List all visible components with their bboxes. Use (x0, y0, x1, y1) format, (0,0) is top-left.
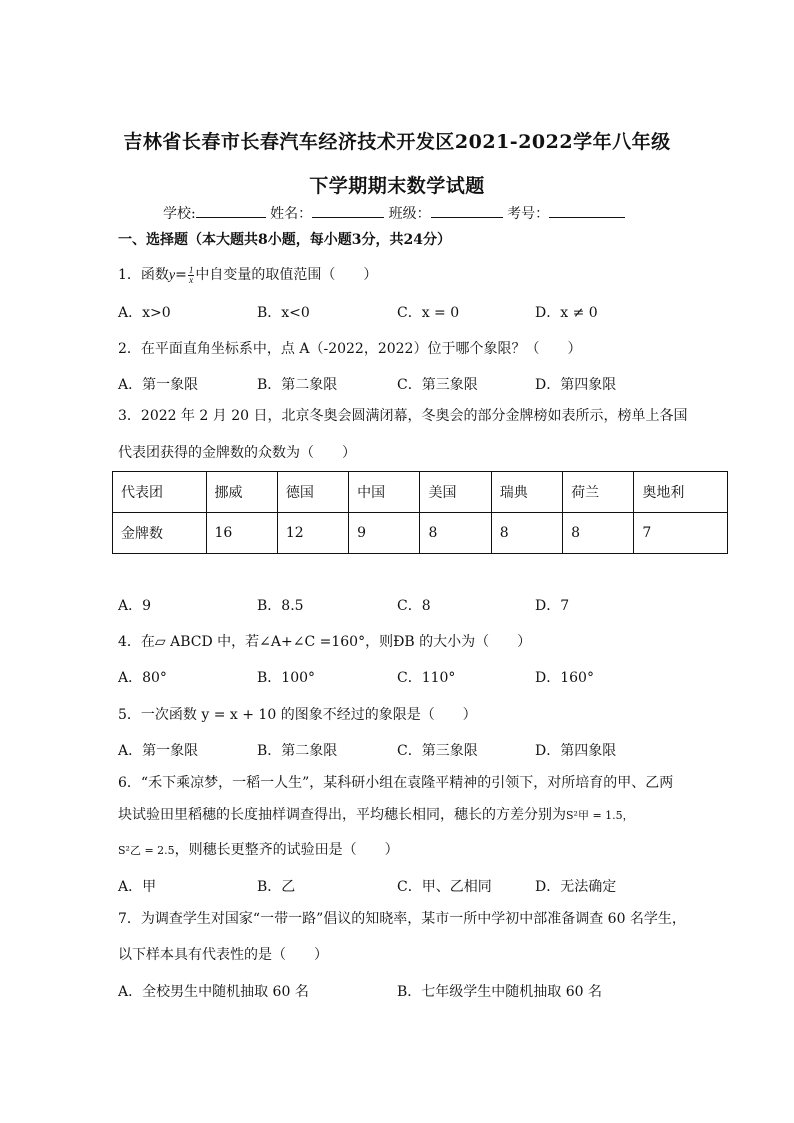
q2-option-d: D．第四象限 (535, 377, 617, 393)
table-cell: 12 (277, 513, 348, 554)
q6-variance-yi: S²乙 = 2.5 (118, 844, 175, 857)
question-5: 5．一次函数 y = x + 10 的图象不经过的象限是（ ） (118, 707, 477, 723)
question-6-line1: 6．“禾下乘凉梦，一稻一人生”，某科研小组在袁隆平精神的引领下，对所培育的甲、乙两 (118, 775, 674, 791)
q6-line2-text: 块试验田里稻穗的长度抽样调查得出，平均穗长相同，穗长的方差分别为 (118, 807, 566, 823)
q5-option-c: C．第三象限 (397, 743, 478, 759)
q6-option-d: D．无法确定 (535, 879, 617, 895)
table-cell: 美国 (420, 472, 491, 513)
q3-option-b: B．8.5 (257, 598, 304, 614)
school-blank (196, 203, 266, 218)
q1-fraction (188, 266, 195, 285)
q4-option-b: B．100° (257, 670, 316, 686)
question-4: 4．在▱ ABCD 中，若∠A+∠C =160°，则ÐB 的大小为（ ） (118, 634, 532, 650)
table-cell: 瑞典 (491, 472, 562, 513)
table-cell: 7 (634, 513, 728, 554)
table-cell: 8 (491, 513, 562, 554)
q5-option-a: A．第一象限 (118, 743, 199, 759)
question-3-line1: 3．2022 年 2 月 20 日，北京冬奥会圆满闭幕，冬奥会的部分金牌榜如表所示，榜单上各国 (118, 408, 688, 424)
q4-option-a: A．80° (118, 670, 167, 686)
table-cell: 9 (349, 513, 420, 554)
class-label: 班级： (388, 206, 431, 222)
question-7-line2: 以下样本具有代表性的是（ ） (118, 947, 328, 963)
question-6-line3 (118, 839, 399, 859)
q1-option-d: D．x ≠ 0 (535, 305, 598, 321)
q6-option-b: B．乙 (257, 879, 296, 895)
q5-option-b: B．第二象限 (257, 743, 338, 759)
table-row (113, 472, 728, 513)
name-label: 姓名： (270, 206, 313, 222)
table-cell: 挪威 (206, 472, 277, 513)
q1-numerator: 1 (188, 264, 194, 275)
table-cell: 16 (206, 513, 277, 554)
medal-table (112, 471, 728, 554)
q1-option-a: A．x>0 (118, 305, 171, 321)
q3-option-d: D．7 (535, 598, 570, 614)
table-cell: 德国 (277, 472, 348, 513)
q1-option-c: C．x = 0 (397, 305, 460, 321)
question-2: 2．在平面直角坐标系中，点 A（-2022，2022）位于哪个象限？（ ） (118, 341, 582, 357)
table-cell: 奥地利 (634, 472, 728, 513)
q6-option-a: A．甲 (118, 879, 157, 895)
q1-var-y: y (168, 268, 176, 283)
q7-option-b: B．七年级学生中随机抽取 60 名 (397, 984, 603, 1000)
page-title-line2: 下学期期末数学试题 (309, 175, 485, 197)
name-blank (312, 203, 384, 218)
q1-equals: = (175, 267, 187, 283)
table-cell: 8 (563, 513, 634, 554)
q1-suffix: 中自变量的取值范围（ ） (195, 267, 378, 283)
q6-option-c: C．甲、乙相同 (397, 879, 492, 895)
q2-option-b: B．第二象限 (257, 377, 338, 393)
table-row (113, 513, 728, 554)
q1-option-b: B．x<0 (257, 305, 310, 321)
q7-option-a: A．全校男生中随机抽取 60 名 (118, 984, 309, 1000)
q5-option-d: D．第四象限 (535, 743, 617, 759)
q6-variance-jia: S²甲 = 1.5， (566, 809, 634, 822)
table-cell: 代表团 (113, 472, 207, 513)
number-blank (549, 203, 625, 218)
question-7-line1: 7．为调查学生对国家“一带一路”倡议的知晓率，某市一所中学初中部准备调查 60 名学生， (118, 911, 686, 927)
question-1 (118, 264, 377, 285)
q4-option-d: D．160° (535, 670, 594, 686)
q6-line3-text: ，则穗长更整齐的试验田是（ ） (174, 842, 399, 858)
q1-prefix: 1．函数 (118, 267, 169, 283)
table-cell: 金牌数 (113, 513, 207, 554)
number-label: 考号： (507, 206, 550, 222)
table-cell: 荷兰 (563, 472, 634, 513)
table-cell: 8 (420, 513, 491, 554)
section-heading: 一、选择题（本大题共8小题，每小题3分，共24分） (118, 232, 451, 248)
q2-option-a: A．第一象限 (118, 377, 199, 393)
page-title-line1: 吉林省长春市长春汽车经济技术开发区2021-2022学年八年级 (123, 131, 671, 153)
q1-denominator: x (189, 274, 194, 285)
q2-option-c: C．第三象限 (397, 377, 478, 393)
student-info-row (163, 203, 625, 223)
school-label: 学校: (163, 206, 196, 222)
question-3-line2: 代表团获得的金牌数的众数为（ ） (118, 445, 356, 461)
table-cell: 中国 (349, 472, 420, 513)
q3-option-a: A．9 (118, 598, 152, 614)
question-6-line2 (118, 804, 634, 824)
class-blank (431, 203, 503, 218)
q4-option-c: C．110° (397, 670, 456, 686)
q3-option-c: C．8 (397, 598, 431, 614)
